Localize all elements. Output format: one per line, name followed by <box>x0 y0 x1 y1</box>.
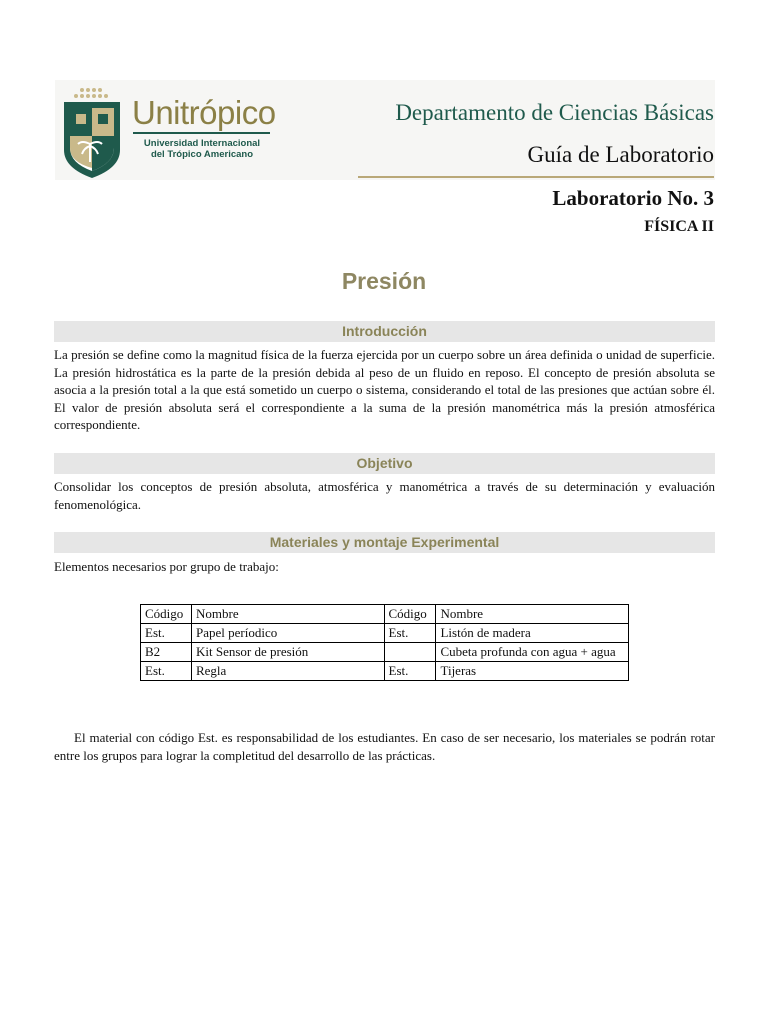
table-cell: B2 <box>141 643 192 662</box>
table-row <box>141 624 629 643</box>
brand-subtitle-line2: del Trópico Americano <box>150 149 254 160</box>
subject-label: FÍSICA II <box>644 218 714 235</box>
materials-table <box>140 604 629 681</box>
table-header: Código <box>141 605 192 624</box>
table-cell: Est. <box>384 624 436 643</box>
brand-rule <box>133 132 270 134</box>
table-cell: Cubeta profunda con agua + agua <box>436 643 629 662</box>
brand-subtitle <box>136 138 268 160</box>
materials-note: El material con código Est. es responsabilidad de los estudiantes. En caso de ser necesario, los materiales se podrán rotar entre los grupos para lograr la completitud del desarrollo de las prácticas. <box>54 730 715 763</box>
table-cell: Tijeras <box>436 662 629 681</box>
table-header-row <box>141 605 629 624</box>
header-divider <box>358 176 714 178</box>
table-cell <box>384 643 436 662</box>
shield-logo-icon <box>60 84 130 180</box>
lab-number: Laboratorio No. 3 <box>552 186 714 210</box>
table-cell: Listón de madera <box>436 624 629 643</box>
table-header: Nombre <box>191 605 384 624</box>
table-cell: Papel períodico <box>191 624 384 643</box>
materials-intro: Elementos necesarios por grupo de trabajo: <box>54 559 279 574</box>
brand-name: Unitrópico <box>132 94 276 131</box>
brand-subtitle-line1: Universidad Internacional <box>143 138 261 149</box>
table-header: Código <box>384 605 436 624</box>
section-heading-objective: Objetivo <box>54 453 715 474</box>
table-cell: Est. <box>384 662 436 681</box>
table-cell: Est. <box>141 662 192 681</box>
document-title: Presión <box>341 268 427 294</box>
table-header: Nombre <box>436 605 629 624</box>
table-cell: Regla <box>191 662 384 681</box>
table-cell: Kit Sensor de presión <box>191 643 384 662</box>
guide-title: Guía de Laboratorio <box>527 142 714 167</box>
section-heading-materials: Materiales y montaje Experimental <box>54 532 715 553</box>
objective-paragraph: Consolidar los conceptos de presión absoluta, atmosférica y manométrica a través de su determinación y evaluación fenomenológica. <box>54 479 715 512</box>
table-row <box>141 662 629 681</box>
intro-paragraph: La presión se define como la magnitud física de la fuerza ejercida por un cuerpo sobre un área definida o unidad de superficie. La presión hidrostática es la parte de la presión debida al peso de un fluido en reposo. El concepto de presión absoluta se asocia a la presión total a la que está sometido un cuerpo o sistema, considerando el total de las presiones que actúan sobre él. El valor de presión absoluta será el correspondiente a la suma de la presión manométrica más la presión atmosférica correspondiente. <box>54 347 715 433</box>
table-row <box>141 643 629 662</box>
table-cell: Est. <box>141 624 192 643</box>
department-title: Departamento de Ciencias Básicas <box>395 100 714 125</box>
section-heading-intro: Introducción <box>54 321 715 342</box>
